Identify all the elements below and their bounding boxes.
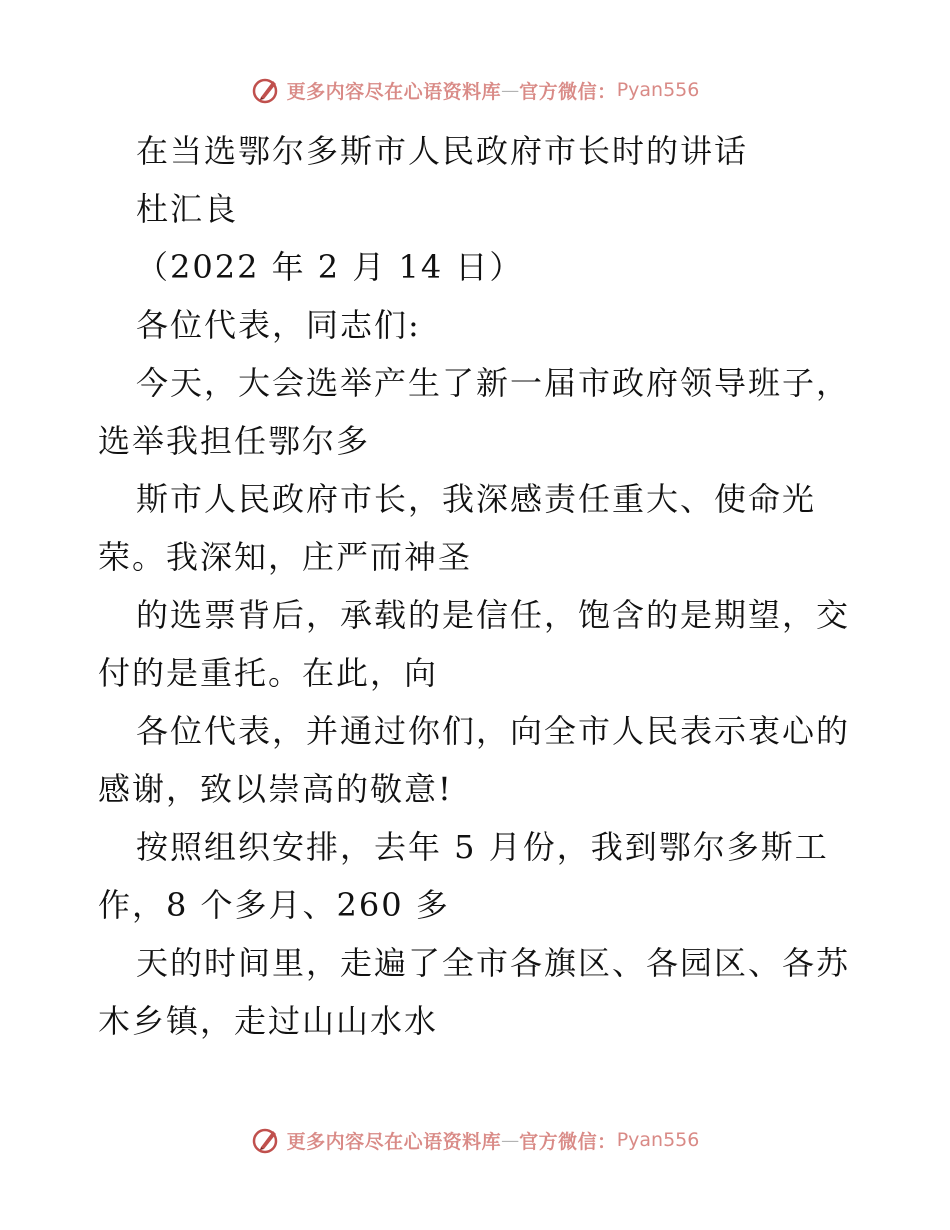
- watermark-wechat-id: Pyan556: [616, 1129, 700, 1151]
- paragraph-line: 选举我担任鄂尔多: [98, 422, 371, 460]
- paragraph-line: 作，8 个多月、260 多: [98, 886, 450, 924]
- paragraph-line: 感谢，致以崇高的敬意!: [98, 770, 453, 808]
- watermark-wechat-label: 官方微信：: [519, 1130, 617, 1153]
- paragraph-line: 斯市人民政府市长，我深感责任重大、使命光: [136, 480, 817, 518]
- watermark-wechat-label: 官方微信：: [519, 80, 617, 103]
- watermark-site-text: 更多内容尽在心语资料库: [286, 80, 502, 103]
- salutation: 各位代表，同志们:: [136, 306, 421, 344]
- paragraph-line: 的选票背后，承载的是信任，饱含的是期望，交: [136, 596, 851, 634]
- document-date: （2022 年 2 月 14 日）: [136, 248, 524, 286]
- watermark-header: [0, 70, 950, 110]
- watermark-dash: —: [501, 1129, 520, 1151]
- paragraph-line: 今天，大会选举产生了新一届市政府领导班子，: [136, 364, 851, 402]
- watermark-site-text: 更多内容尽在心语资料库: [286, 1130, 502, 1153]
- pen-nib-circle-icon: [251, 75, 281, 105]
- document-author: 杜汇良: [136, 190, 239, 228]
- watermark-footer: [0, 1120, 950, 1160]
- paragraph-line: 按照组织安排，去年 5 月份，我到鄂尔多斯工: [136, 828, 829, 866]
- paragraph-line: 木乡镇，走过山山水水: [98, 1002, 439, 1040]
- paragraph-line: 付的是重托。在此，向: [98, 654, 439, 692]
- paragraph-line: 天的时间里，走遍了全市各旗区、各园区、各苏: [136, 944, 851, 982]
- watermark-wechat-id: Pyan556: [616, 79, 700, 101]
- document-body: [98, 122, 858, 1050]
- pen-nib-circle-icon: [251, 1125, 281, 1155]
- watermark-dash: —: [501, 79, 520, 101]
- paragraph-line: 荣。我深知，庄严而神圣: [98, 538, 473, 576]
- document-title: 在当选鄂尔多斯市人民政府市长时的讲话: [136, 132, 749, 170]
- paragraph-line: 各位代表，并通过你们，向全市人民表示衷心的: [136, 712, 851, 750]
